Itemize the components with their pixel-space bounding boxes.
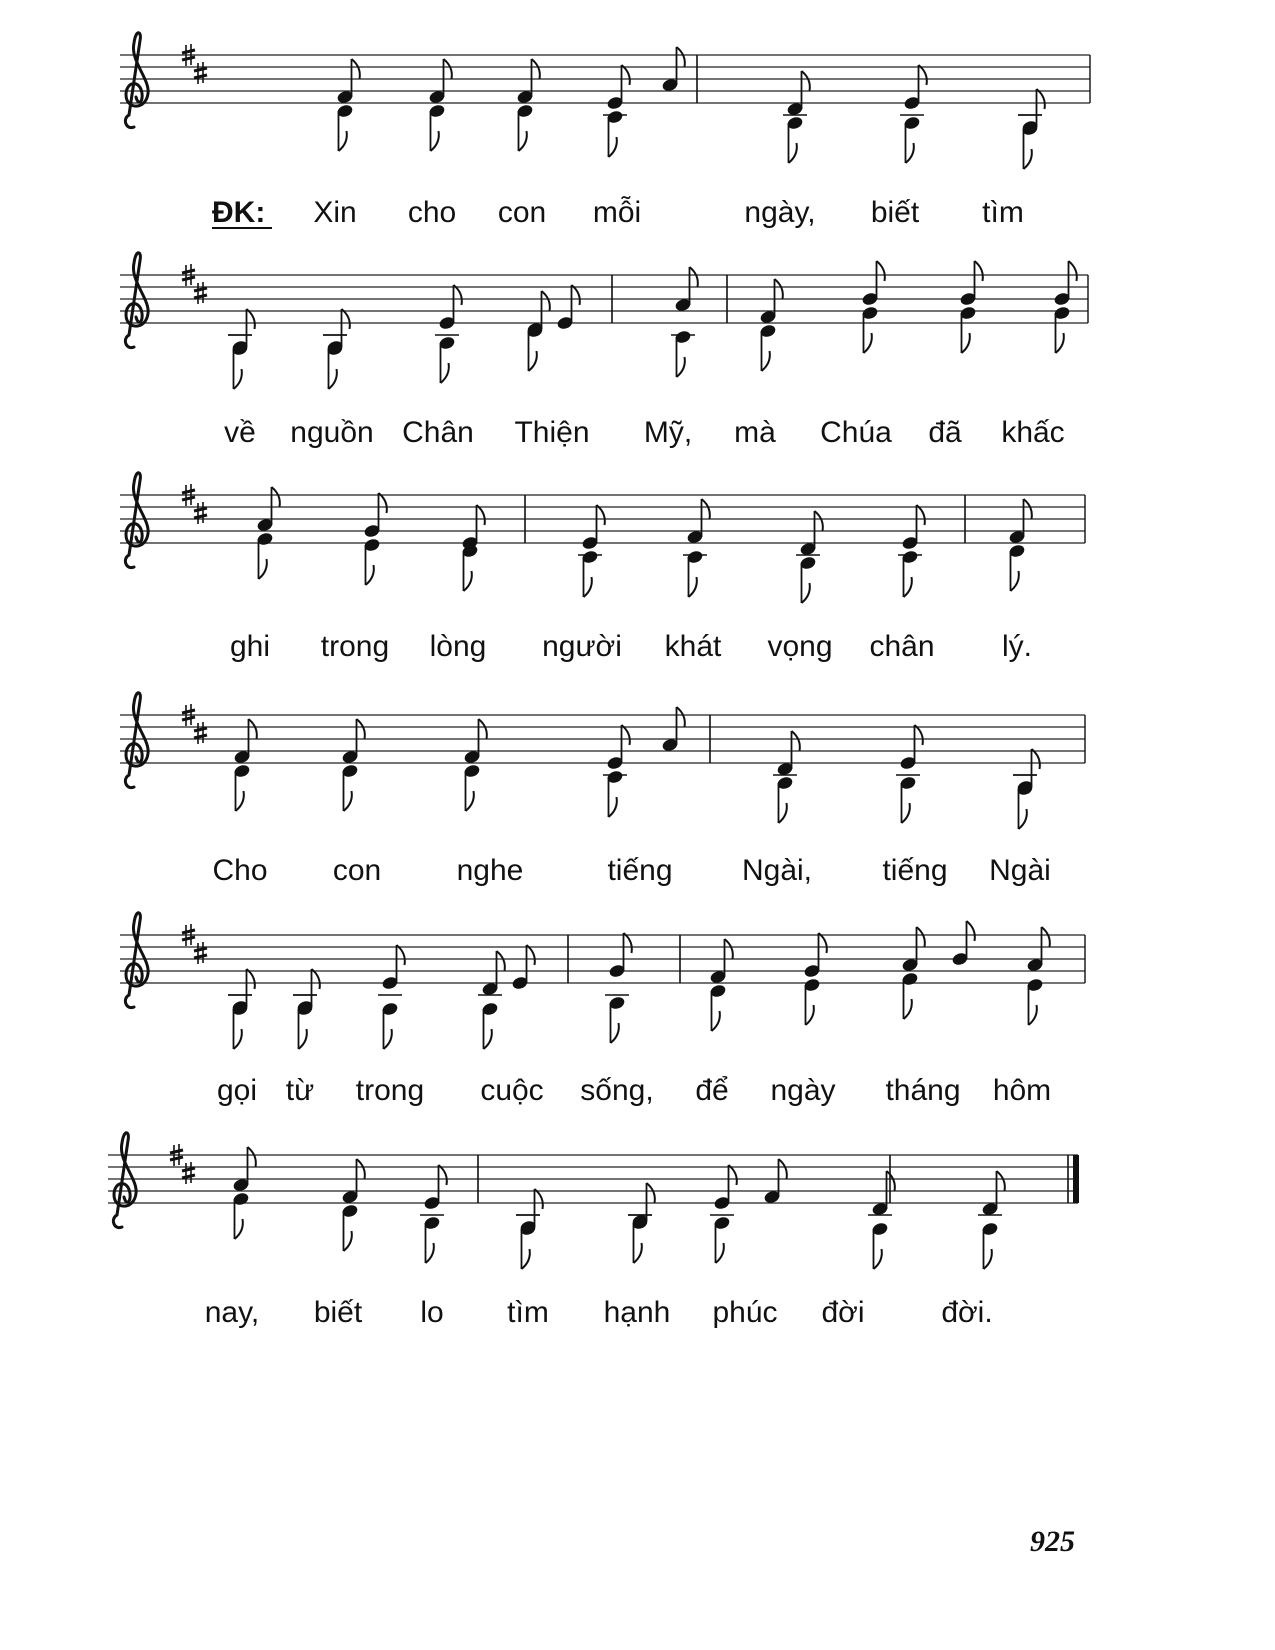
treble-clef-icon — [125, 473, 148, 568]
lower-note — [900, 115, 924, 163]
upper-note — [686, 499, 710, 545]
lyric-word: lo — [420, 1296, 444, 1329]
system-6 — [108, 1133, 1079, 1329]
sharp-c-icon — [182, 1162, 195, 1184]
lower-note — [710, 1215, 734, 1263]
upper-note — [556, 285, 580, 331]
lyric-word: con — [497, 196, 547, 229]
upper-note — [951, 921, 975, 967]
upper-note — [713, 1165, 737, 1211]
lyric-word: sống, — [580, 1074, 654, 1107]
final-barline-thick — [1073, 1155, 1079, 1203]
lyric-word: vọng — [767, 630, 833, 663]
lyric-word: Chúa — [820, 416, 892, 449]
upper-note — [759, 279, 783, 325]
lyric-word: tìm — [507, 1296, 549, 1329]
lyric-word: mỗi — [592, 196, 642, 229]
upper-note — [776, 731, 800, 777]
lyric-word: biết — [870, 196, 920, 229]
lyric-word: gọi — [216, 1074, 258, 1107]
upper-note — [799, 511, 823, 557]
lower-note — [868, 1215, 892, 1269]
lower-note — [336, 103, 354, 151]
refrain-label: ĐK: — [212, 196, 266, 229]
upper-note — [803, 933, 827, 979]
upper-note — [381, 945, 405, 991]
system-2 — [120, 253, 1088, 449]
lyric-word: đời. — [941, 1296, 993, 1329]
upper-note — [463, 719, 487, 765]
lyric-word: hôm — [992, 1074, 1052, 1107]
lower-note — [898, 549, 922, 597]
lower-note — [363, 537, 381, 585]
lower-note — [232, 1191, 250, 1239]
upper-note — [1008, 499, 1032, 545]
sharp-c-icon — [194, 62, 207, 84]
lower-note — [341, 1203, 359, 1251]
upper-note — [341, 1159, 365, 1205]
lyric-word: cho — [407, 196, 457, 229]
lyric-word: ghi — [229, 630, 271, 663]
lower-note — [603, 769, 627, 817]
upper-note — [608, 933, 632, 979]
lyric-word: nay, — [204, 1296, 260, 1329]
upper-note — [763, 1159, 787, 1205]
upper-note — [981, 1171, 1005, 1217]
lyric-word: tháng — [885, 1074, 961, 1107]
upper-note — [606, 725, 630, 771]
upper-note — [423, 1165, 447, 1211]
upper-note — [511, 945, 535, 991]
lyric-word: Chân — [402, 416, 474, 449]
upper-note — [232, 1147, 256, 1193]
lyric-word: ngày — [770, 1074, 836, 1107]
treble-clef-icon — [113, 1133, 136, 1228]
lyric-word: Xin — [313, 196, 357, 229]
upper-note — [581, 505, 605, 551]
lower-note — [709, 983, 727, 1031]
lower-note — [861, 305, 879, 353]
upper-note — [901, 927, 925, 973]
lower-note — [605, 995, 629, 1043]
lyric-word: để — [695, 1074, 729, 1107]
lyric-word: khấc — [1001, 416, 1065, 449]
lower-note — [1026, 977, 1044, 1025]
sharp-c-icon — [194, 282, 207, 304]
lyric-word: phúc — [712, 1296, 778, 1329]
upper-note — [1053, 261, 1077, 307]
lyric-word: chân — [869, 630, 935, 663]
lower-note — [683, 549, 707, 597]
upper-note — [903, 65, 927, 111]
upper-note — [606, 65, 630, 111]
lyric-word: tiếng — [607, 854, 673, 887]
upper-note — [516, 59, 540, 105]
treble-clef-icon — [125, 33, 148, 128]
lyric-word: mà — [734, 416, 776, 449]
upper-note — [871, 1171, 895, 1217]
system-5 — [120, 913, 1085, 1107]
upper-note — [428, 59, 452, 105]
lower-note — [671, 329, 695, 377]
lyric-word: cuộc — [480, 1074, 544, 1107]
lyric-word: Thiện — [514, 416, 590, 449]
upper-note — [1026, 927, 1050, 973]
treble-clef-icon — [125, 693, 148, 788]
lower-note — [603, 109, 627, 157]
lyric-word: con — [332, 854, 382, 887]
upper-note — [438, 285, 462, 331]
page-number: 925 — [1030, 1525, 1075, 1558]
upper-note — [674, 267, 698, 313]
lyric-word: Mỹ, — [643, 416, 693, 449]
lyric-word: Ngài, — [741, 854, 813, 887]
lower-note — [378, 995, 402, 1049]
treble-clef-icon — [125, 253, 148, 348]
lyric-word: tìm — [982, 196, 1024, 229]
lyric-word: nguồn — [290, 416, 374, 449]
lyric-word: Cho — [212, 854, 268, 887]
lyric-word: khát — [664, 630, 722, 663]
lyric-word: tiếng — [882, 854, 948, 887]
system-4 — [120, 693, 1085, 887]
upper-note — [661, 47, 685, 93]
upper-note — [661, 707, 685, 753]
upper-note — [363, 493, 387, 539]
lower-note — [896, 775, 920, 823]
lower-note — [978, 1215, 1002, 1269]
lower-note — [803, 977, 821, 1025]
lyric-word: lý. — [1002, 630, 1032, 663]
system-3 — [120, 473, 1085, 663]
lower-note — [773, 775, 797, 823]
lower-note — [461, 543, 479, 591]
upper-note — [786, 71, 810, 117]
upper-note — [861, 261, 885, 307]
lower-note — [256, 531, 274, 579]
lyric-word: người — [542, 630, 622, 663]
lyric-word: trong — [320, 630, 390, 663]
lyric-word: ngày, — [744, 196, 816, 229]
upper-note — [341, 719, 365, 765]
upper-note — [461, 505, 485, 551]
lower-note — [341, 763, 359, 811]
lyric-word: đời — [821, 1296, 865, 1329]
lower-note — [578, 549, 602, 597]
lower-note — [901, 971, 919, 1019]
upper-note — [481, 951, 505, 997]
lower-note — [516, 103, 534, 151]
lyric-word: từ — [285, 1074, 315, 1107]
lyric-word: nghe — [456, 854, 524, 887]
sharp-c-icon — [194, 722, 207, 744]
lower-note — [1053, 305, 1071, 353]
lyric-word: về — [224, 416, 256, 449]
lyric-word: trong — [355, 1074, 425, 1107]
lower-note — [783, 115, 807, 163]
lyric-word: đã — [928, 416, 962, 449]
lower-note — [478, 995, 502, 1049]
lyric-word: hạnh — [603, 1296, 671, 1329]
lower-note — [628, 1215, 652, 1263]
sharp-c-icon — [194, 502, 207, 524]
lower-note — [463, 763, 481, 811]
upper-note — [233, 719, 257, 765]
treble-clef-icon — [125, 913, 148, 1008]
system-1 — [120, 33, 1090, 229]
lyric-word: lòng — [429, 630, 487, 663]
sharp-c-icon — [194, 942, 207, 964]
upper-note — [336, 59, 360, 105]
lyric-word: biết — [313, 1296, 363, 1329]
lower-note — [959, 305, 977, 353]
lower-note — [420, 1215, 444, 1263]
lyric-word: Ngài — [989, 854, 1051, 887]
lower-note — [759, 323, 777, 371]
lower-note — [233, 763, 251, 811]
lower-note — [1008, 543, 1026, 591]
lower-note — [796, 555, 820, 603]
upper-note — [901, 505, 925, 551]
upper-note — [959, 261, 983, 307]
upper-note — [709, 939, 733, 985]
lower-note — [526, 323, 544, 371]
upper-note — [899, 725, 923, 771]
lower-note — [428, 103, 446, 151]
lower-note — [435, 335, 459, 383]
upper-note — [256, 487, 280, 533]
